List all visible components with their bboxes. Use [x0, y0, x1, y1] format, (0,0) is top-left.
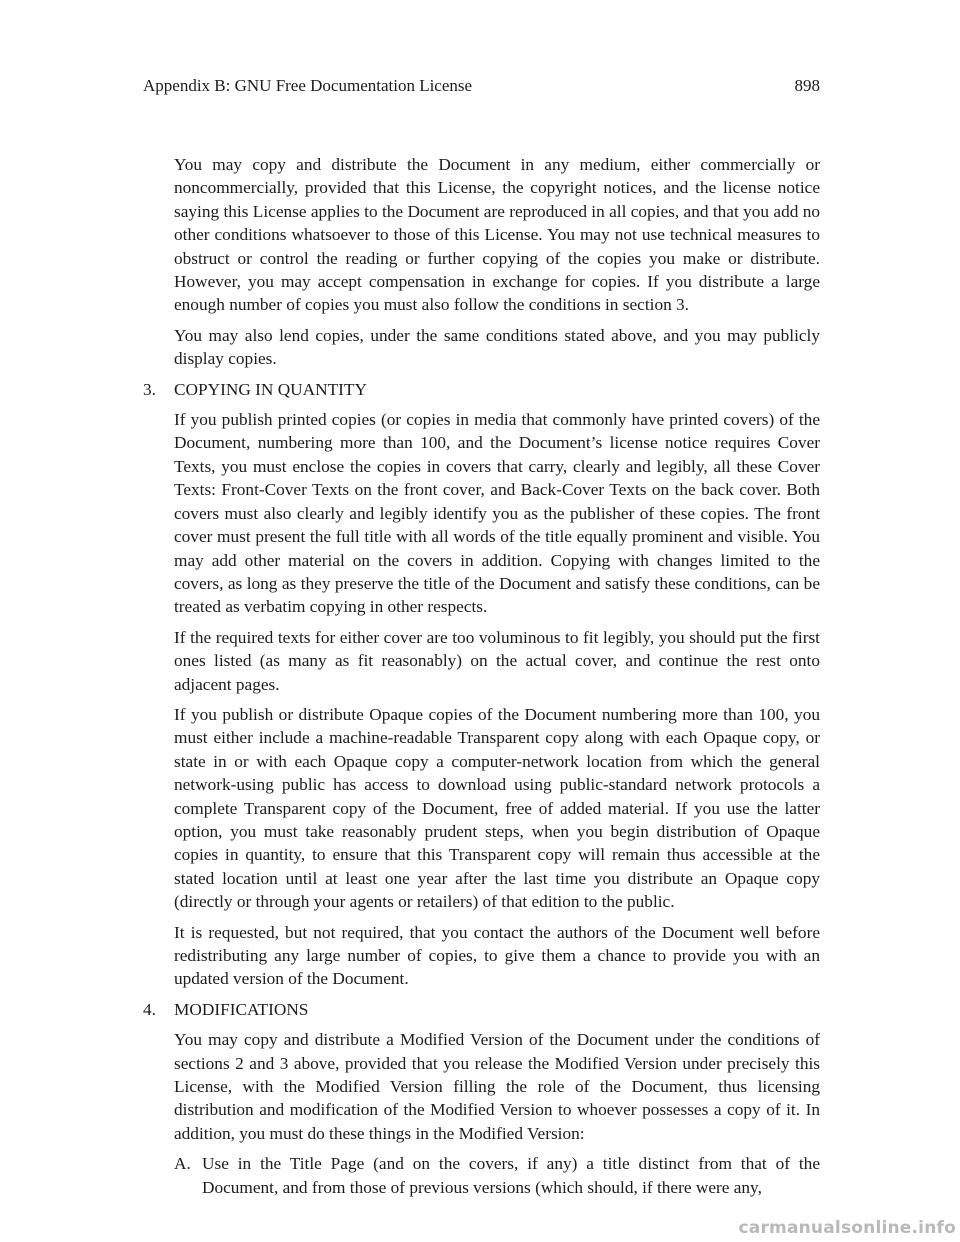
paragraph-voluminous-texts: If the required texts for either cover are too voluminous to fit legibly, you should put the first ones listed (as many as fit reasonably) on the actual cover, and continue the rest onto adjacent pages.	[174, 627, 820, 694]
section-title: COPYING IN QUANTITY	[174, 379, 367, 399]
page-number: 898	[794, 76, 820, 95]
section-title: MODIFICATIONS	[174, 999, 309, 1019]
list-item-letter: A.	[174, 1154, 191, 1174]
paragraph-lend-copies: You may also lend copies, under the same conditions stated above, and you may publicly display copies.	[174, 325, 820, 369]
paragraph-verbatim-copying: You may copy and distribute the Document in any medium, either commercially or noncommercially, provided that this License, the copyright notices, and the license notice saying this License applies to the Document are reproduced in all copies, and that you add no other conditions whatsoever to those of this License. You may not use technical measures to obstruct or control the reading or further copying of the copies you make or distribute. However, you may accept compensation in exchange for copies. If you distribute a large enough number of copies you must also follow the conditions in section 3.	[174, 155, 820, 315]
page-header	[143, 75, 820, 97]
section-number: 4.	[143, 999, 156, 1019]
paragraph-opaque-copies: If you publish or distribute Opaque copies of the Document numbering more than 100, you must either include a machine-readable Transparent copy along with each Opaque copy, or state in or with each Opaque copy a computer-network location from which the general network-using public has access to download using public-standard network protocols a complete Transparent copy of the Document, free of added material. If you use the latter option, you must take reasonably prudent steps, when you begin distribution of Opaque copies in quantity, to ensure that this Transparent copy will remain thus accessible at the stated location until at least one year after the last time you distribute an Opaque copy (directly or through your agents or retailers) of that edition to the public.	[174, 704, 820, 912]
paragraph-printed-copies: If you publish printed copies (or copies in media that commonly have printed covers) of the Document, numbering more than 100, and the Document’s license notice requires Cover Texts, you must enclose the copies in covers that carry, clearly and legibly, all these Cover Texts: Front-Cover Texts on the front cover, and Back-Cover Texts on the back cover. Both covers must also clearly and legibly identify you as the publisher of these copies. The front cover must present the full title with all words of the title equally prominent and visible. You may add other material on the covers in addition. Copying with changes limited to the covers, as long as they preserve the title of the Document and satisfy these conditions, can be treated as verbatim copying in other respects.	[174, 410, 820, 617]
paragraph-modified-version: You may copy and distribute a Modified Version of the Document under the conditions of sections 2 and 3 above, provided that you release the Modified Version under precisely this License, with the Modified Version filling the role of the Document, thus licensing distribution and modification of the Modified Version to whoever possesses a copy of it. In addition, you must do these things in the Modified Version:	[174, 1030, 820, 1143]
section-number: 3.	[143, 379, 156, 399]
list-item	[174, 1152, 820, 1199]
document-body	[143, 153, 820, 1199]
watermark: carmanualsonline.info	[738, 1218, 956, 1238]
section-heading-modifications	[143, 998, 820, 1021]
running-title: Appendix B: GNU Free Documentation License	[143, 76, 473, 95]
section-heading-copying-in-quantity	[143, 378, 820, 401]
list-item-text: Use in the Title Page (and on the covers, if any) a title distinct from that of the Document, and from those of previous versions (which should, if there were any,	[202, 1154, 820, 1197]
paragraph-contact-authors: It is requested, but not required, that you contact the authors of the Document well before redistributing any large number of copies, to give them a chance to provide you with an updated version of the Document.	[174, 922, 820, 989]
